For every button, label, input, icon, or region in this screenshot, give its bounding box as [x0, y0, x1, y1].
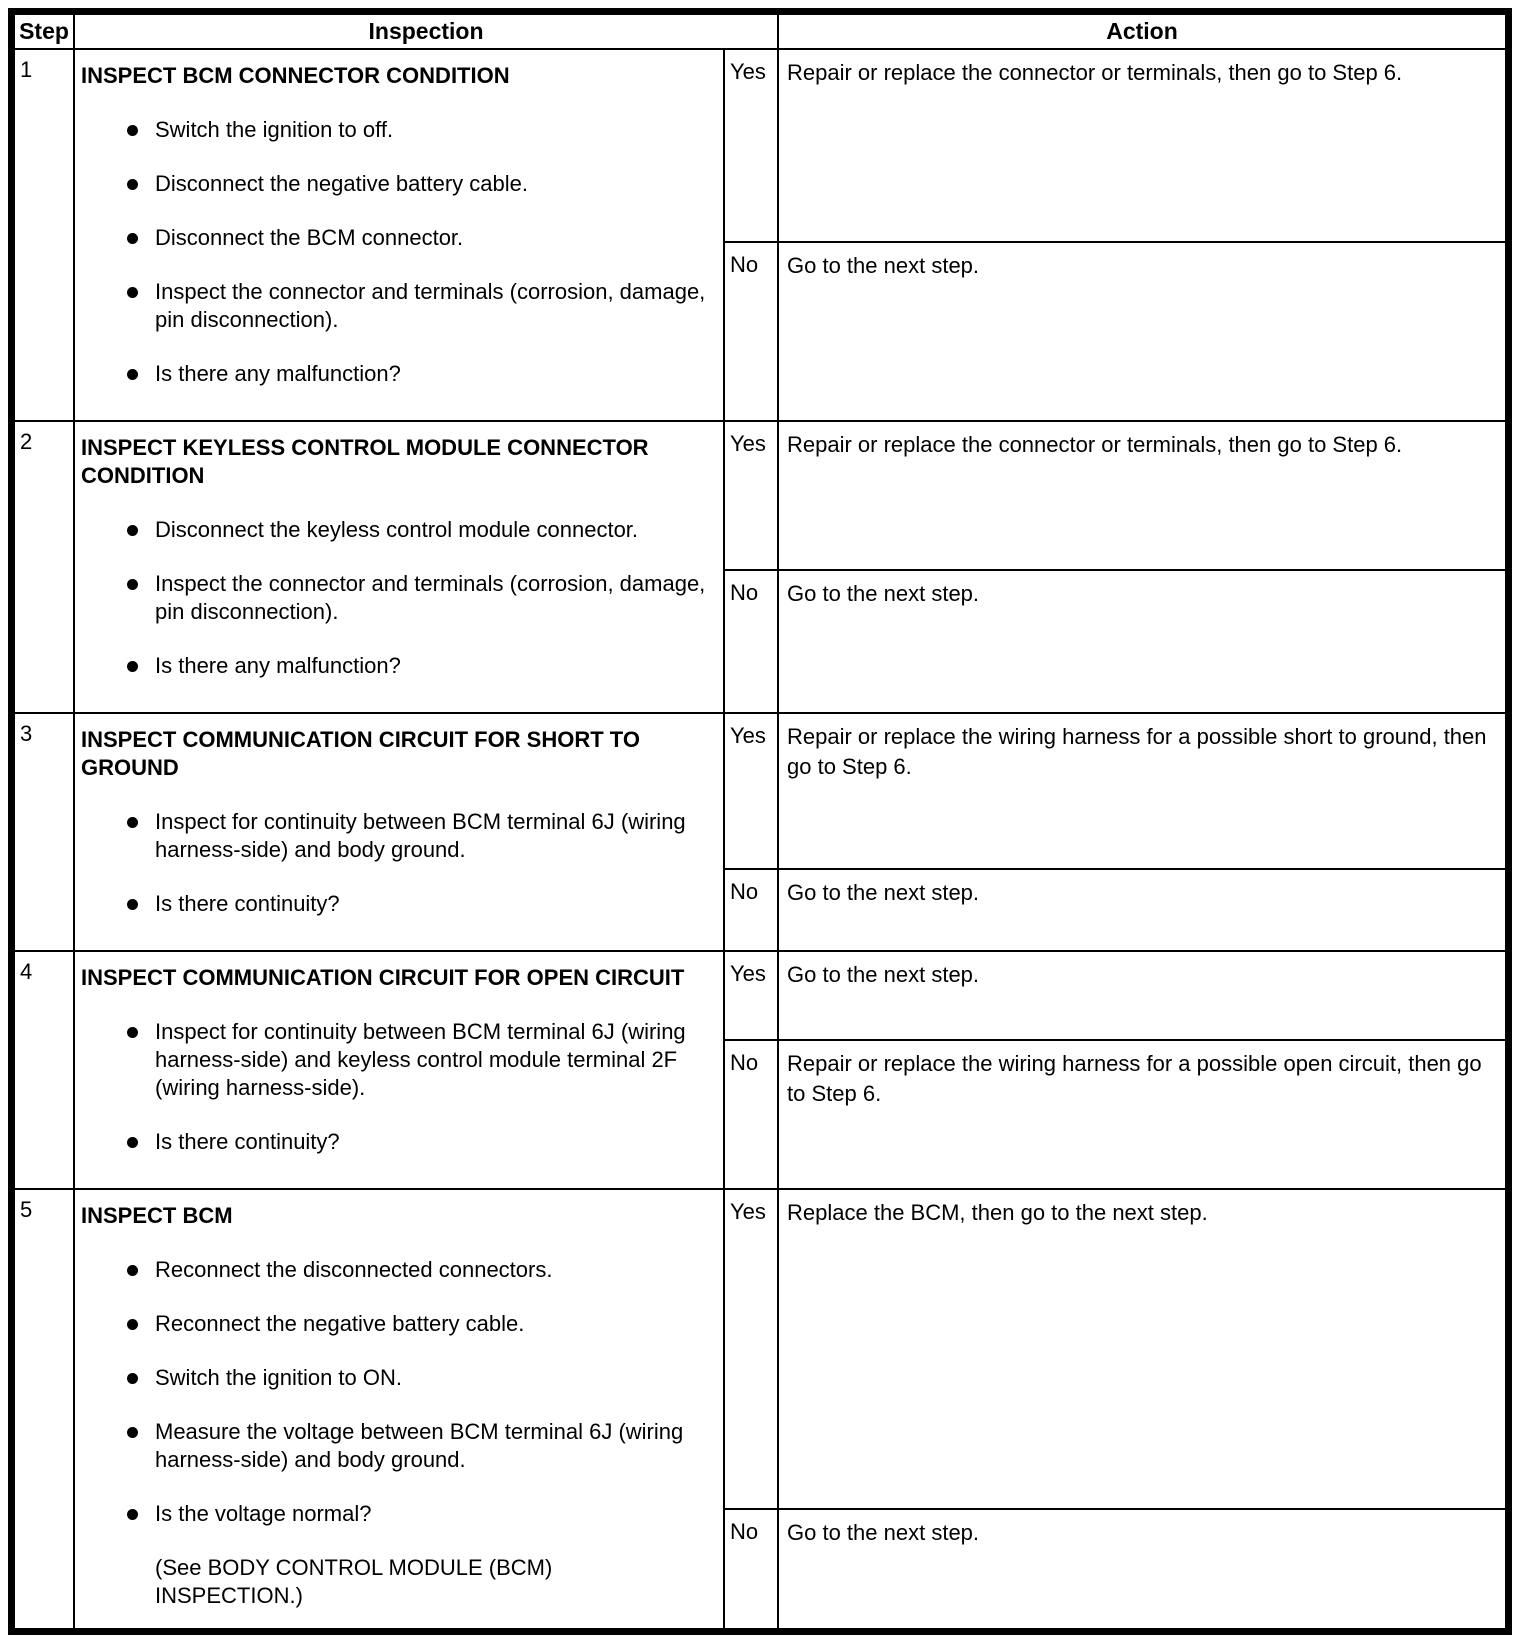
bullet-text: Switch the ignition to off.	[155, 117, 394, 142]
bullet-item	[81, 1018, 715, 1102]
bullet-text: Inspect for continuity between BCM terminal 6J (wiring harness-side) and body ground.	[155, 809, 686, 862]
step1-no-action: Go to the next step.	[778, 242, 1506, 421]
bullet-item	[81, 516, 715, 544]
step4-number: 4	[14, 951, 74, 1189]
bullet-text: Reconnect the negative battery cable.	[155, 1311, 525, 1336]
step5-inspection-cell	[74, 1189, 724, 1629]
step1-yes-action: Repair or replace the connector or terminals, then go to Step 6.	[778, 49, 1506, 242]
bullet-text: Inspect the connector and terminals (corrosion, damage, pin disconnection).	[155, 279, 706, 332]
step3-yes-label: Yes	[724, 713, 778, 869]
bullet-item	[81, 1418, 715, 1474]
bullet-item	[81, 570, 715, 626]
bullet-icon	[127, 525, 138, 536]
step2-yes-label: Yes	[724, 421, 778, 570]
bullet-icon	[127, 233, 138, 244]
inspection-title: INSPECT COMMUNICATION CIRCUIT FOR SHORT TO GROUND	[81, 727, 640, 780]
step3-number: 3	[14, 713, 74, 951]
step1-yes-label: Yes	[724, 49, 778, 242]
bullet-item	[81, 652, 715, 680]
inspection-title: INSPECT BCM CONNECTOR CONDITION	[81, 63, 510, 88]
bullet-text: Disconnect the negative battery cable.	[155, 171, 529, 196]
step1-yes-row	[14, 49, 1506, 242]
step3-inspection-cell	[74, 713, 724, 951]
inspection-title: INSPECT COMMUNICATION CIRCUIT FOR OPEN CIRCUIT	[81, 965, 685, 990]
header-row	[14, 14, 1506, 49]
step1-no-label: No	[724, 242, 778, 421]
bullet-icon	[127, 1027, 138, 1038]
bullet-icon	[127, 1265, 138, 1276]
bullet-icon	[127, 579, 138, 590]
inspection-note: (See BODY CONTROL MODULE (BCM) INSPECTION.)	[155, 1555, 553, 1608]
step5-yes-label: Yes	[724, 1189, 778, 1509]
bullet-text: Inspect the connector and terminals (corrosion, damage, pin disconnection).	[155, 571, 706, 624]
step2-number: 2	[14, 421, 74, 713]
step2-yes-row	[14, 421, 1506, 570]
step4-yes-action: Go to the next step.	[778, 951, 1506, 1040]
troubleshooting-table	[13, 13, 1507, 1630]
bullet-item	[81, 1310, 715, 1338]
step3-yes-row	[14, 713, 1506, 869]
step2-yes-action: Repair or replace the connector or terminals, then go to Step 6.	[778, 421, 1506, 570]
bullet-icon	[127, 899, 138, 910]
step3-no-action: Go to the next step.	[778, 869, 1506, 951]
bullet-item	[81, 170, 715, 198]
bullet-icon	[127, 1427, 138, 1438]
troubleshooting-table-frame	[8, 8, 1512, 1635]
bullet-icon	[127, 817, 138, 828]
bullet-text: Inspect for continuity between BCM terminal 6J (wiring harness-side) and keyless control module terminal 2F (wiring harness-side).	[155, 1019, 686, 1100]
bullet-text: Is there any malfunction?	[155, 361, 401, 386]
step5-no-label: No	[724, 1509, 778, 1629]
step4-no-label: No	[724, 1040, 778, 1189]
bullet-text: Is the voltage normal?	[155, 1501, 372, 1526]
bullet-text: Disconnect the BCM connector.	[155, 225, 464, 250]
header-action: Action	[778, 14, 1506, 49]
bullet-text: Is there any malfunction?	[155, 653, 401, 678]
step3-no-label: No	[724, 869, 778, 951]
bullet-text: Is there continuity?	[155, 1129, 340, 1154]
bullet-item	[81, 1364, 715, 1392]
bullet-icon	[127, 179, 138, 190]
bullet-item	[81, 808, 715, 864]
bullet-item	[81, 278, 715, 334]
step4-yes-label: Yes	[724, 951, 778, 1040]
header-step: Step	[14, 14, 74, 49]
bullet-icon	[127, 125, 138, 136]
bullet-icon	[127, 1319, 138, 1330]
step3-yes-action: Repair or replace the wiring harness for a possible short to ground, then go to Step 6.	[778, 713, 1506, 869]
inspection-title: INSPECT BCM	[81, 1203, 233, 1228]
bullet-text: Reconnect the disconnected connectors.	[155, 1257, 553, 1282]
bullet-item	[81, 224, 715, 252]
bullet-text: Is there continuity?	[155, 891, 340, 916]
step4-no-action: Repair or replace the wiring harness for a possible open circuit, then go to Step 6.	[778, 1040, 1506, 1189]
step5-yes-row	[14, 1189, 1506, 1509]
step2-no-label: No	[724, 570, 778, 713]
bullet-text: Switch the ignition to ON.	[155, 1365, 403, 1390]
bullet-icon	[127, 1137, 138, 1148]
step1-number: 1	[14, 49, 74, 421]
step1-inspection-cell	[74, 49, 724, 421]
header-inspection: Inspection	[74, 14, 778, 49]
step5-number: 5	[14, 1189, 74, 1629]
bullet-item	[81, 890, 715, 918]
bullet-item	[81, 1500, 715, 1528]
bullet-text: Measure the voltage between BCM terminal 6J (wiring harness-side) and body ground.	[155, 1419, 684, 1472]
bullet-item	[81, 1128, 715, 1156]
step5-no-action: Go to the next step.	[778, 1509, 1506, 1629]
bullet-item	[81, 116, 715, 144]
bullet-icon	[127, 661, 138, 672]
inspection-title: INSPECT KEYLESS CONTROL MODULE CONNECTOR CONDITION	[81, 435, 649, 488]
step5-yes-action: Replace the BCM, then go to the next step.	[778, 1189, 1506, 1509]
step2-no-action: Go to the next step.	[778, 570, 1506, 713]
bullet-icon	[127, 369, 138, 380]
bullet-item	[81, 360, 715, 388]
bullet-icon	[127, 1509, 138, 1520]
step4-inspection-cell	[74, 951, 724, 1189]
bullet-text: Disconnect the keyless control module connector.	[155, 517, 639, 542]
bullet-icon	[127, 1373, 138, 1384]
bullet-item	[81, 1256, 715, 1284]
step4-yes-row	[14, 951, 1506, 1040]
bullet-icon	[127, 287, 138, 298]
step2-inspection-cell	[74, 421, 724, 713]
